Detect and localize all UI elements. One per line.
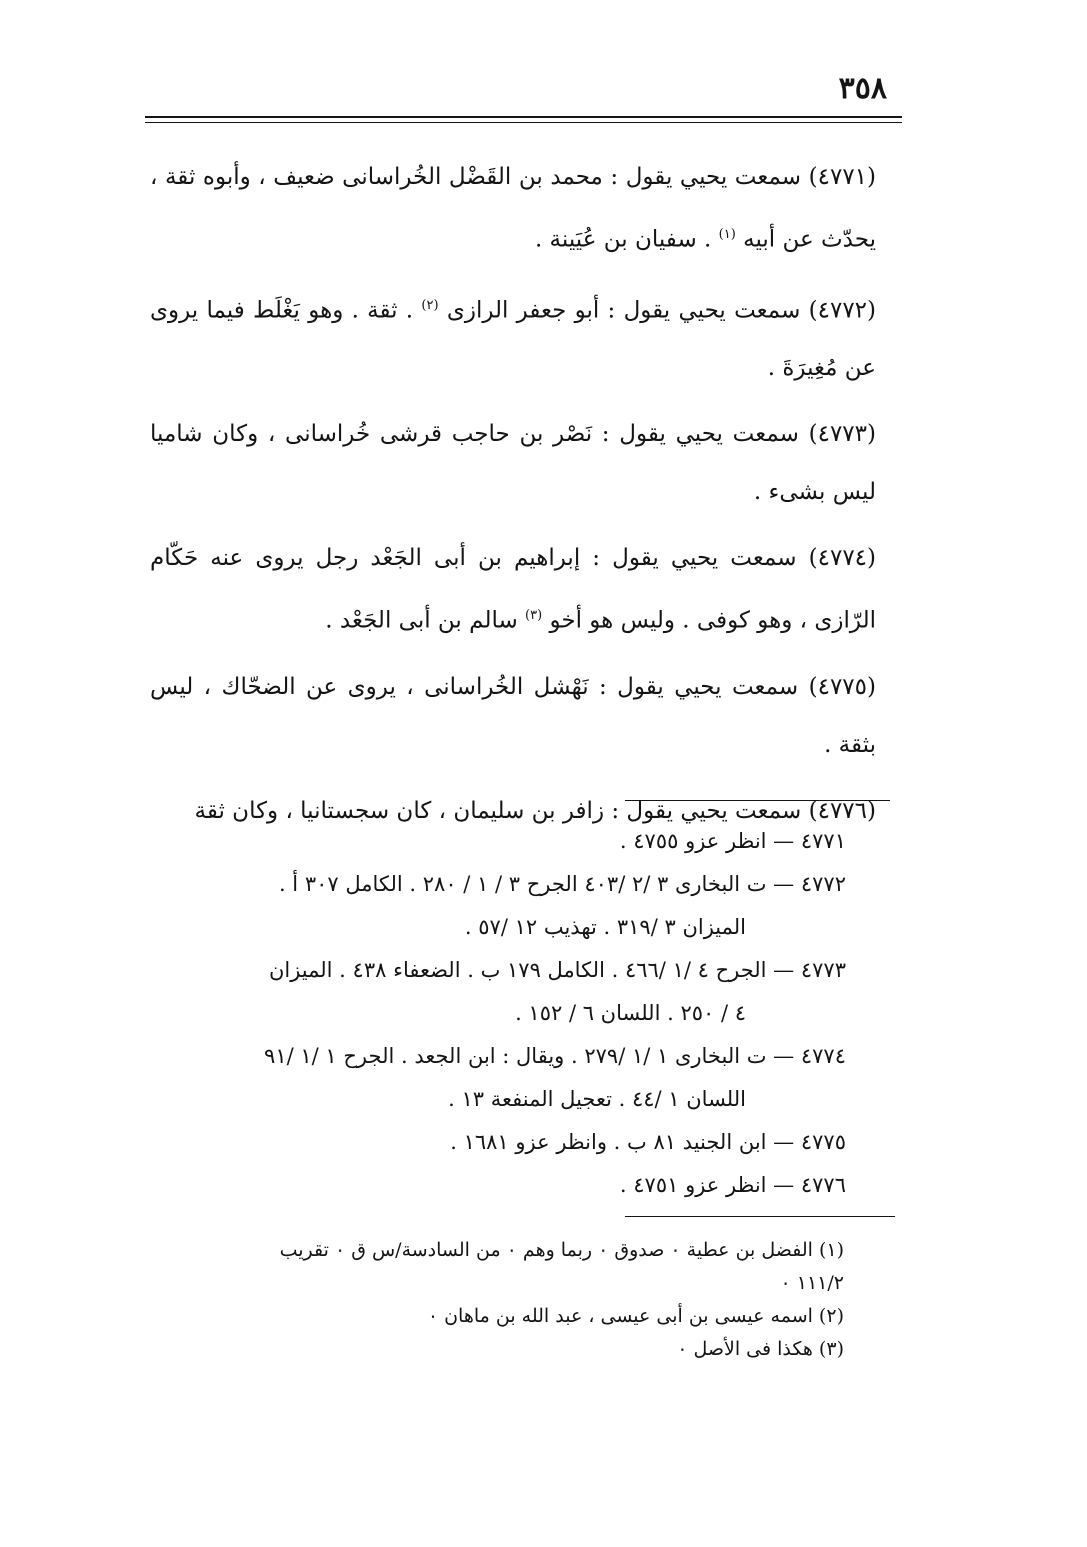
reference-text-cont: ٤ / ٢٥٠ . اللسان ٦ / ١٥٢ . — [515, 1001, 746, 1025]
reference-4773 — [150, 949, 846, 1035]
entry-text-after: . سفيان بن عُيَينة . — [534, 226, 712, 253]
entry-number: (٤٧٧١) — [808, 164, 877, 190]
header-rule — [145, 116, 902, 118]
reference-4771 — [150, 820, 846, 863]
reference-number: ٤٧٧١ — [800, 829, 846, 853]
reference-text: — ت البخارى ١ /١ /٢٧٩ . ويقال : ابن الجعد . الجرح ١ /١ /٩١ — [264, 1044, 795, 1068]
entry-text-after: سالم بن أبى الجَعْد . — [325, 607, 518, 634]
entry-text: سمعت يحيي يقول : محمد بن القَضْل الخُراسانى ضعيف ، وأبوه ثقة ، يحدّث عن أبيه — [150, 164, 876, 253]
footnote-text: (٢) اسمه عيسى بن أبى عيسى ، عبد الله بن ماهان ٠ — [427, 1305, 844, 1327]
reference-number: ٤٧٧٢ — [800, 872, 846, 896]
reference-text: — انظر عزو ٤٧٥١ . — [619, 1173, 795, 1197]
footnotes-list — [150, 1234, 844, 1366]
reference-number: ٤٧٧٤ — [800, 1044, 846, 1068]
reference-number: ٤٧٧٦ — [800, 1173, 846, 1197]
entry-number: (٤٧٧٣) — [808, 421, 876, 448]
reference-number: ٤٧٧٥ — [800, 1130, 846, 1154]
entry-number: (٤٧٧٥) — [808, 673, 876, 700]
entry-text: سمعت يحيي يقول : نَهْشل الخُراسانى ، يروى عن الضحّاك ، ليس بثقة . — [150, 673, 876, 758]
entry-4773 — [150, 405, 876, 521]
entry-text: سمعت يحيي يقول : نَصْر بن حاجب قرشى خُراسانى ، وكان شاميا ليس بشىء . — [150, 421, 876, 506]
entry-number: (٤٧٧٤) — [808, 545, 877, 572]
references-list — [150, 820, 846, 1207]
footnote-3 — [150, 1333, 844, 1366]
reference-4772 — [150, 863, 846, 949]
entry-4774 — [150, 529, 876, 650]
reference-text-cont: اللسان ١ /٤٤ . تعجيل المنفعة ١٣ . — [448, 1087, 746, 1111]
entry-4772 — [150, 277, 876, 398]
page-number: ٣٥٨ — [838, 71, 887, 106]
footnote-text-cont: ١١١/٢ ٠ — [780, 1272, 844, 1294]
footnote-ref: (١) — [718, 227, 736, 242]
footnote-text: (٣) هكذا فى الأصل ٠ — [677, 1338, 844, 1360]
reference-text-cont: الميزان ٣ /٣١٩ . تهذيب ١٢ /٥٧ . — [464, 915, 746, 939]
reference-number: ٤٧٧٣ — [800, 958, 846, 982]
footnote-2 — [150, 1300, 844, 1333]
entry-text: سمعت يحيي يقول : إبراهيم بن أبى الجَعْد رجل يروى عنه حَكّام الرّازى ، وهو كوفى . وليس هو أخو — [150, 545, 876, 634]
entry-number: (٤٧٧٢) — [808, 297, 877, 324]
entry-4775 — [150, 658, 876, 774]
reference-4775 — [150, 1121, 846, 1164]
entry-text: سمعت يحيي يقول : زافر بن سليمان ، كان سجستانيا ، وكان ثقة — [194, 797, 802, 824]
references-separator — [625, 800, 890, 801]
footnotes-separator — [625, 1216, 895, 1217]
entry-text-after: . ثقة . وهو يَغْلَط فيما يروى عن مُغِيرَةَ . — [150, 297, 876, 382]
reference-text: — الجرح ٤ /١ /٤٦٦ . الكامل ١٧٩ ب . الضعفاء ٤٣٨ . الميزان — [268, 958, 795, 982]
reference-text: — ابن الجنيد ٨١ ب . وانظر عزو ١٦٨١ . — [450, 1130, 795, 1154]
reference-4776 — [150, 1164, 846, 1207]
reference-text: — ت البخارى ٣ /٢ /٤٠٣ الجرح ٣ / ١ / ٢٨٠ . الكامل ٣٠٧ أ . — [278, 872, 795, 896]
entry-4771 — [150, 148, 876, 269]
footnote-text: (١) الفضل بن عطية ٠ صدوق ٠ ربما وهم ٠ من السادسة/س ق ٠ تقريب — [279, 1239, 844, 1261]
entry-number: (٤٧٧٦) — [808, 797, 876, 824]
entry-text: سمعت يحيي يقول : أبو جعفر الرازى — [446, 297, 801, 324]
footnote-ref: (٣) — [525, 608, 543, 624]
footnote-ref: (٢) — [421, 297, 439, 313]
footnote-1 — [150, 1234, 844, 1300]
header-rule-thin — [145, 122, 902, 123]
reference-text: — انظر عزو ٤٧٥٥ . — [619, 829, 795, 853]
main-text — [150, 148, 876, 848]
reference-4774 — [150, 1035, 846, 1121]
